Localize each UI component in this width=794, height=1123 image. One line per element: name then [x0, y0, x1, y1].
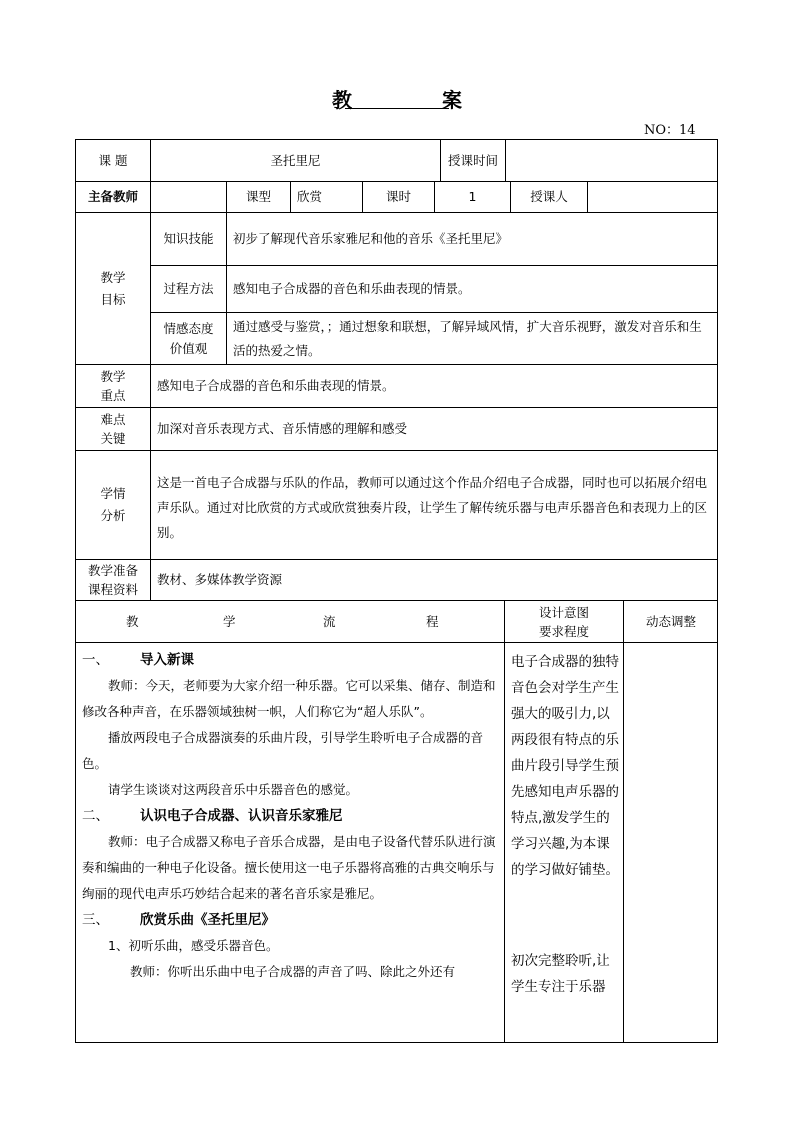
- section-3-number: 三、: [82, 912, 109, 928]
- goal-label-emotion: [150, 312, 226, 364]
- intent-header-line2: 要求程度: [538, 623, 589, 639]
- lesson-label: 课 题: [75, 139, 150, 181]
- prep-label-line1: 教学准备: [87, 563, 138, 578]
- hours-label: 课时: [362, 181, 434, 212]
- difficulty-label: [75, 407, 150, 450]
- flow-header-char-1: 教: [126, 614, 139, 629]
- instructor-label: 授课人: [510, 181, 587, 212]
- intent-header-line1: 设计意图: [538, 604, 589, 620]
- section-1-paragraph-2: 播放两段电子合成器演奏的乐曲片段，引导学生聆听电子合成器的音色。: [82, 730, 484, 771]
- goal-label-process: 过程方法: [150, 265, 226, 312]
- section-3-paragraph-1: 1、初听乐曲，感受乐器音色。: [108, 938, 279, 953]
- prep-label-line2: 课程资料: [87, 582, 138, 597]
- flow-header-char-3: 流: [323, 614, 336, 629]
- focus-label-line2: 重点: [100, 388, 126, 403]
- teacher-value: [150, 181, 226, 212]
- goal-label-emotion-line1: 情感态度: [163, 320, 214, 336]
- lesson-value: 圣托里尼: [150, 139, 440, 181]
- hours-value: 1: [434, 181, 510, 212]
- flow-header-char-4: 程: [426, 614, 439, 629]
- section-2-heading: [82, 803, 498, 829]
- title-char-1: 教: [332, 88, 352, 112]
- intent-note-1: 电子合成器的独特音色会对学生产生强大的吸引力,以两段很有特点的乐曲片段引导学生预先感知电声乐器的特点,激发学生的学习兴趣,为本课的学习做好铺垫。: [511, 654, 619, 878]
- section-1-title: 导入新课: [140, 652, 194, 668]
- intent-body: [504, 642, 623, 1043]
- title-char-2: 案: [442, 88, 462, 112]
- document-number: NO：14: [644, 123, 696, 138]
- prep-label: [75, 559, 150, 600]
- goals-label: [75, 212, 150, 364]
- goal-label-knowledge: 知识技能: [150, 212, 226, 265]
- section-1-paragraph-3: 请学生谈谈对这两段音乐中乐器音色的感觉。: [108, 782, 359, 797]
- intent-note-2: 初次完整聆听,让学生专注于乐器: [511, 953, 610, 995]
- type-label: 课型: [226, 181, 290, 212]
- focus-text: 感知电子合成器的音色和乐曲表现的情景。: [150, 364, 718, 407]
- flow-body: [75, 642, 504, 1043]
- intent-header: [504, 600, 623, 642]
- flow-header: [75, 600, 504, 642]
- focus-label: [75, 364, 150, 407]
- goal-text-emotion: 通过感受与鉴赏，；通过想象和联想，了解异域风情，扩大音乐视野，激发对音乐和生活的热爱之情。: [226, 312, 718, 364]
- time-value: [505, 139, 718, 181]
- section-1-paragraph-1: 教师：今天，老师要为大家介绍一种乐器。它可以采集、储存、制造和修改各种声音，在乐器领域独树一帜，人们称它为“超人乐队”。: [82, 678, 496, 719]
- adjust-body: [623, 642, 718, 1043]
- difficulty-label-line2: 关键: [100, 431, 126, 446]
- title-underline: [345, 108, 449, 109]
- adjust-header: 动态调整: [623, 600, 718, 642]
- focus-label-line1: 教学: [100, 369, 126, 384]
- time-label: 授课时间: [440, 139, 505, 181]
- type-value: 欣赏: [290, 181, 362, 212]
- goals-label-line1: 教学: [100, 269, 126, 285]
- section-1-number: 一、: [82, 652, 109, 668]
- section-1-heading: [82, 647, 498, 673]
- section-2-title: 认识电子合成器、认识音乐家雅尼: [140, 808, 343, 824]
- instructor-value: [587, 181, 718, 212]
- difficulty-label-line1: 难点: [100, 412, 126, 427]
- analysis-label: [75, 450, 150, 559]
- analysis-label-line1: 学情: [100, 486, 126, 501]
- analysis-label-line2: 分析: [100, 508, 126, 523]
- section-3-title: 欣赏乐曲《圣托里尼》: [140, 912, 275, 928]
- section-3-paragraph-2: 教师：你听出乐曲中电子合成器的声音了吗、除此之外还有: [130, 964, 456, 979]
- flow-header-char-2: 学: [223, 614, 236, 629]
- section-2-number: 二、: [82, 808, 109, 824]
- analysis-text: 这是一首电子合成器与乐队的作品，教师可以通过这个作品介绍电子合成器，同时也可以拓展介绍电声乐队。通过对比欣赏的方式或欣赏独奏片段，让学生了解传统乐器与电声乐器音色和表现力上的区别。: [150, 450, 718, 559]
- goal-text-knowledge: 初步了解现代音乐家雅尼和他的音乐《圣托里尼》: [226, 212, 718, 265]
- section-2-paragraph-1: 教师：电子合成器又称电子音乐合成器，是由电子设备代替乐队进行演奏和编曲的一种电子化设备。擅长使用这一电子乐器将高雅的古典交响乐与绚丽的现代电声乐巧妙结合起来的著名音乐家是雅尼。: [82, 834, 496, 901]
- goals-label-line2: 目标: [100, 291, 126, 307]
- goal-text-process: 感知电子合成器的音色和乐曲表现的情景。: [226, 265, 718, 312]
- prep-text: 教材、多媒体教学资源: [150, 559, 718, 600]
- teacher-label: 主备教师: [75, 181, 150, 212]
- difficulty-text: 加深对音乐表现方式、音乐情感的理解和感受: [150, 407, 718, 450]
- goal-label-emotion-line2: 价值观: [169, 340, 208, 356]
- section-3-heading: [82, 907, 498, 933]
